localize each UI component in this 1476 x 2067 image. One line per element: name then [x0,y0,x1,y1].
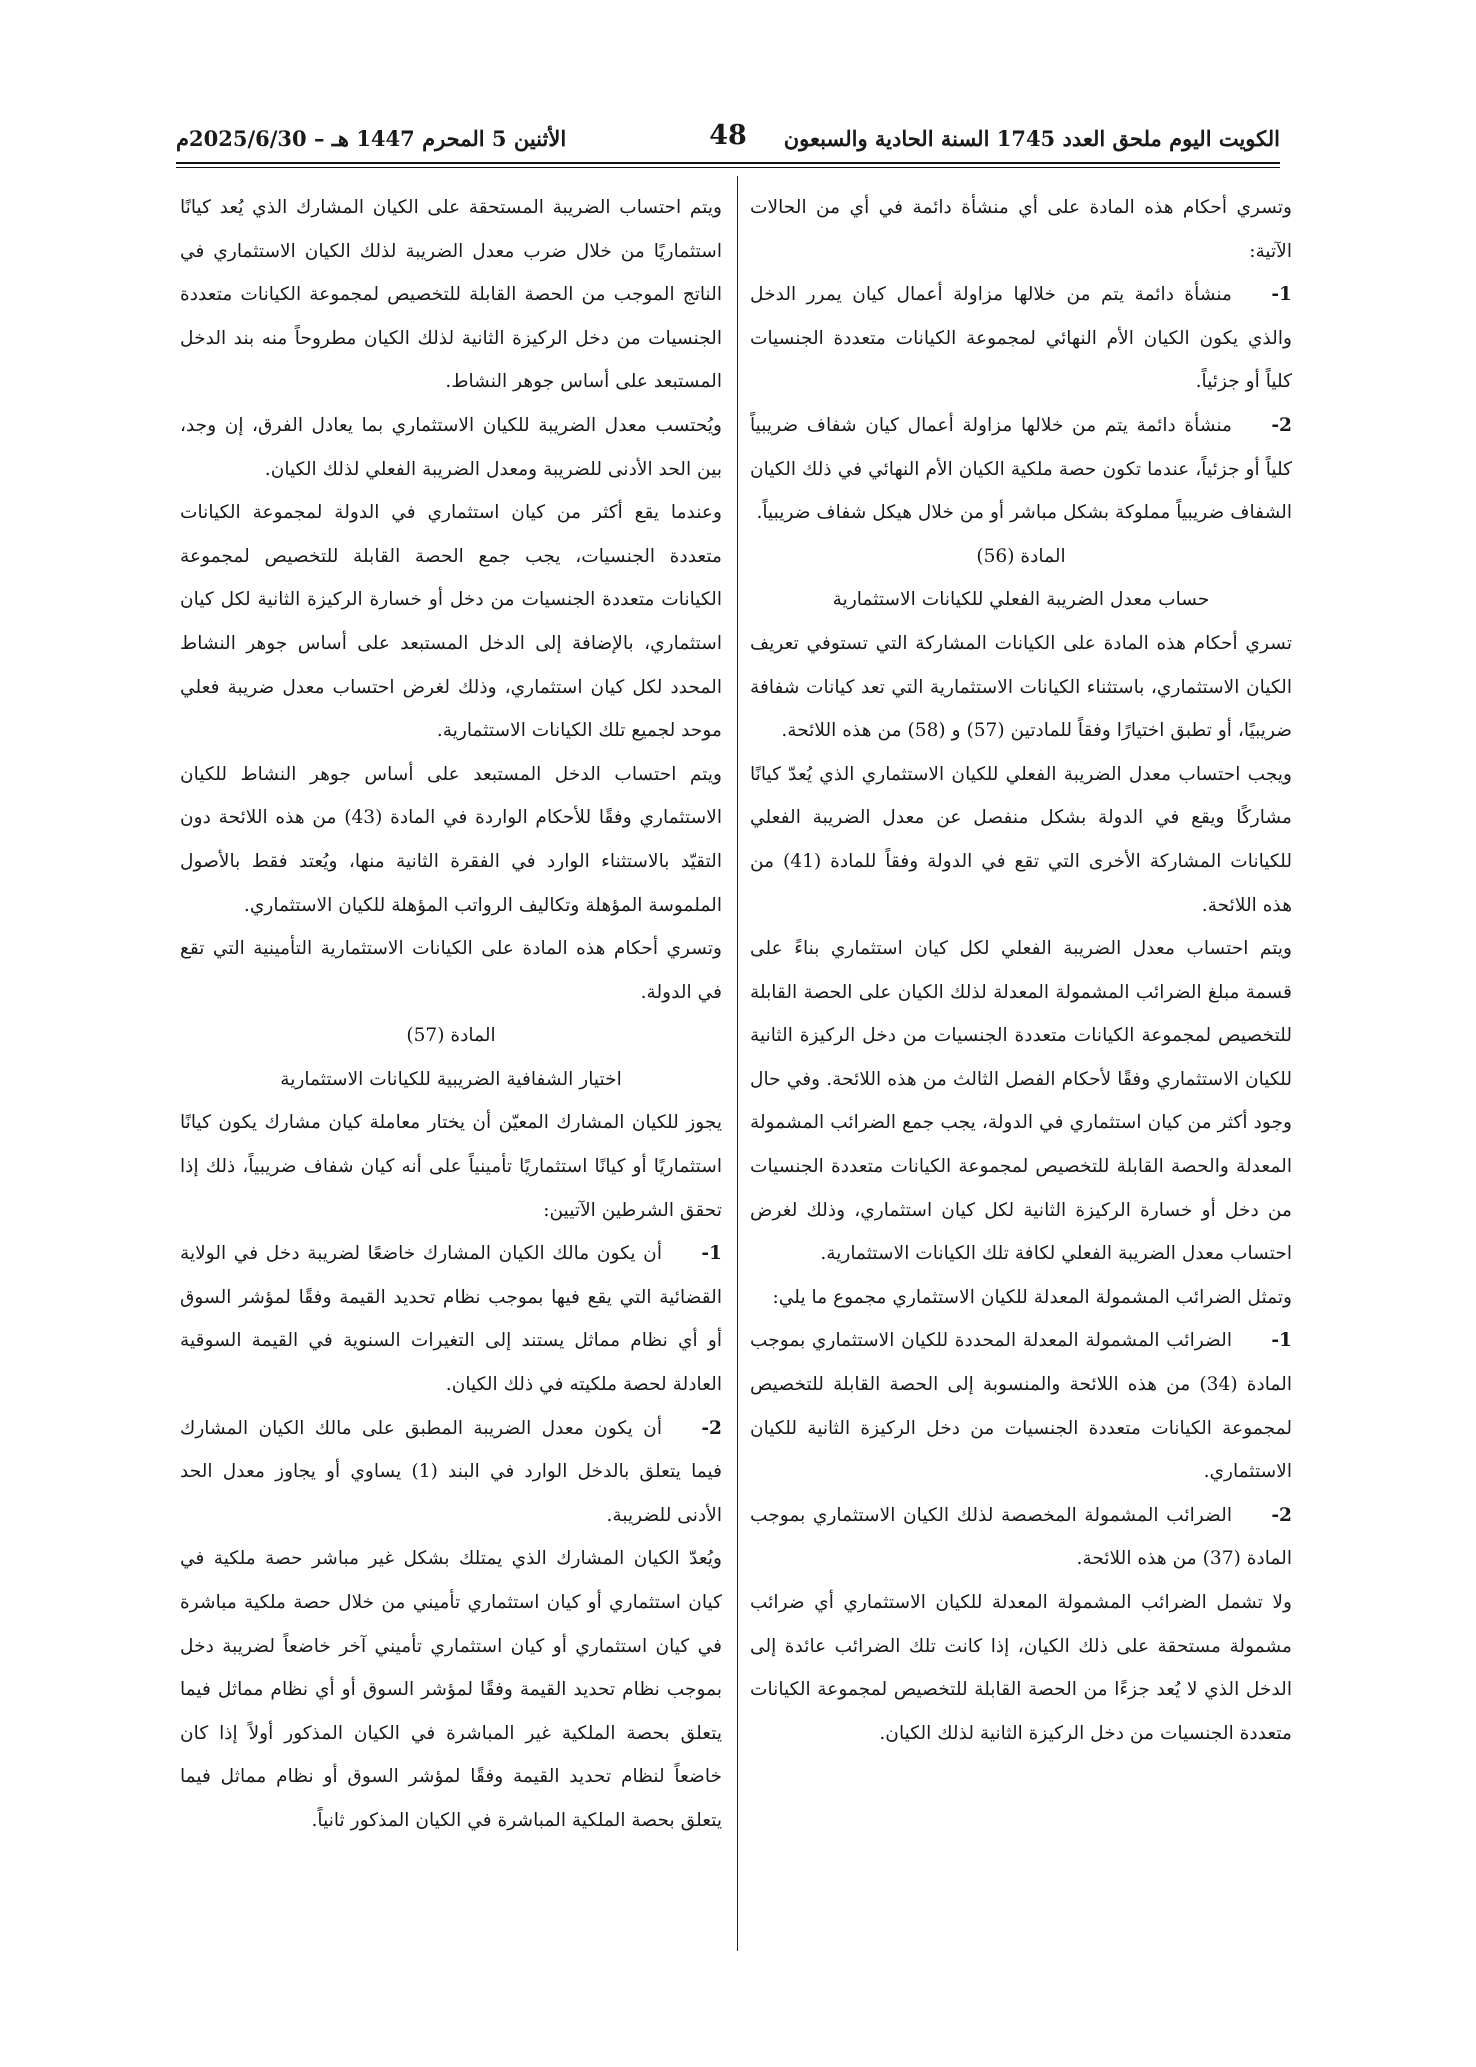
paragraph: يجوز للكيان المشارك المعيّن أن يختار معاملة كيان مشارك يكون كيانًا استثماريًا أو كيانًا استثماريًا تأمينياً على أنه كيان شفاف ضريبياً، ذلك إذا تحقق الشرطين الآتيين: [180,1112,722,1221]
article-title: اختيار الشفافية الضريبية للكيانات الاستثمارية [280,1068,622,1090]
left-column [180,186,722,1976]
paragraph: وعندما يقع أكثر من كيان استثماري في الدولة لمجموعة الكيانات متعددة الجنسيات، يجب جمع الحصة القابلة للتخصيص لمجموعة الكيانات متعددة الجنسيات من دخل أو خسارة الركيزة الثانية لكل كيان استثماري، بالإضافة إلى الدخل المستبعد على أساس جوهر النشاط المحدد لكل كيان استثماري، وذلك لغرض احتساب معدل ضريبة فعلي موحد لجميع تلك الكيانات الاستثمارية. [180,502,722,742]
list-item [750,404,1292,535]
right-column [750,186,1292,1976]
item-number: 1- [1271,1330,1292,1352]
header-rule-thick [176,162,1280,164]
item-number: 2- [1271,1504,1292,1526]
item-text: الضرائب المشمولة المعدلة المحددة للكيان الاستثماري بموجب المادة (34) من هذه اللائحة والمنسوبة إلى الحصة القابلة للتخصيص لمجموعة الكيانات متعددة الجنسيات من دخل الركيزة الثانية للكيان الاستثماري. [750,1330,1292,1483]
item-number: 1- [701,1243,722,1265]
item-text: الضرائب المشمولة المخصصة لذلك الكيان الاستثماري بموجب المادة (37) من هذه اللائحة. [750,1504,1292,1570]
item-text: أن يكون مالك الكيان المشارك خاضعًا لضريبة دخل في الولاية القضائية التي يقع فيها بموجب نظام تحديد القيمة وفقًا لمؤشر السوق أو أي نظام مماثل يستند إلى التغيرات السنوية في القيمة السوقية العادلة لحصة ملكيته في ذلك الكيان. [180,1243,722,1396]
item-number: 1- [1271,284,1292,306]
paragraph: ويُعدّ الكيان المشارك الذي يمتلك بشكل غير مباشر حصة ملكية في كيان استثماري أو كيان استثماري تأميني من خلال حصة ملكية مباشرة في كيان استثماري أو كيان استثماري تأميني آخر خاضعاً لضريبة دخل بموجب نظام تحديد القيمة وفقًا لمؤشر السوق أو أي نظام مماثل فيما يتعلق بحصة الملكية غير المباشرة في الكيان المذكور أولاً إذا كان خاضعاً لنظام تحديد القيمة وفقًا لمؤشر السوق أو نظام مماثل فيما يتعلق بحصة الملكية المباشرة في الكيان المذكور ثانياً. [180,1548,722,1831]
list-item [750,1494,1292,1581]
list-item [750,1319,1292,1493]
paragraph: ويتم احتساب الضريبة المستحقة على الكيان المشارك الذي يُعد كيانًا استثماريًا من خلال ضرب معدل الضريبة لذلك الكيان الاستثماري في الناتج الموجب من الحصة القابلة للتخصيص لمجموعة الكيانات متعددة الجنسيات من دخل الركيزة الثانية لذلك الكيان مطروحاً منه بند الدخل المستبعد على أساس جوهر النشاط. [180,197,722,393]
paragraph: ويتم احتساب معدل الضريبة الفعلي لكل كيان استثماري بناءً على قسمة مبلغ الضرائب المشمولة المعدلة لذلك الكيان على الحصة القابلة للتخصيص لمجموعة الكيانات متعددة الجنسيات من دخل الركيزة الثانية للكيان الاستثماري وفقًا لأحكام الفصل الثالث من هذه اللائحة. وفي حال وجود أكثر من كيان استثماري في الدولة، يجب جمع الضرائب المشمولة المعدلة والحصة القابلة للتخصيص لمجموعة الكيانات متعددة الجنسيات من دخل أو خسارة الركيزة الثانية لكل كيان استثماري، وذلك لغرض احتساب معدل الضريبة الفعلي لكافة تلك الكيانات الاستثمارية. [750,938,1292,1265]
gazette-issue-info: الكويت اليوم ملحق العدد 1745 السنة الحادية والسبعون [783,126,1280,151]
paragraph: ويتم احتساب الدخل المستبعد على أساس جوهر النشاط للكيان الاستثماري وفقًا للأحكام الواردة في المادة (43) من هذه اللائحة دون التقيّد بالاستثناء الوارد في الفقرة الثانية منها، ويُعتد فقط بالأصول الملموسة المؤهلة وتكاليف الرواتب المؤهلة للكيان الاستثماري. [180,763,722,916]
item-text: منشأة دائمة يتم من خلالها مزاولة أعمال كيان يمرر الدخل والذي يكون الكيان الأم النهائي لمجموعة الكيانات متعددة الجنسيات كلياً أو جزئياً. [750,284,1292,393]
issue-date: الأثنين 5 المحرم 1447 هـ – 2025/6/30م [176,126,567,151]
item-text: منشأة دائمة يتم من خلالها مزاولة أعمال كيان شفاف ضريبياً كلياً أو جزئياً، عندما تكون حصة ملكية الكيان الأم النهائي في ذلك الكيان الشفاف ضريبياً مملوكة بشكل مباشر أو من خلال هيكل شفاف ضريبياً. [750,414,1292,524]
article-heading: المادة (56) [976,545,1066,567]
column-divider [737,176,738,1951]
paragraph: وتسري أحكام هذه المادة على أي منشأة دائمة في أي من الحالات الآتية: [750,197,1292,262]
page-number: 48 [709,120,747,151]
paragraph: تسري أحكام هذه المادة على الكيانات المشاركة التي تستوفي تعريف الكيان الاستثماري، باستثناء الكيانات الاستثمارية التي تعد كيانات شفافة ضريبيًا، أو تطبق اختيارًا وفقاً للمادتين (57) و (58) من هذه اللائحة. [750,632,1292,742]
item-number: 2- [1271,414,1292,436]
list-item [180,1232,722,1406]
paragraph: ويجب احتساب معدل الضريبة الفعلي للكيان الاستثماري الذي يُعدّ كيانًا مشاركًا ويقع في الدولة بشكل منفصل عن معدل الضريبة الفعلي للكيانات المشاركة الأخرى التي تقع في الدولة وفقاً للمادة (41) من هذه اللائحة. [750,763,1292,916]
article-heading: المادة (57) [406,1025,496,1047]
page-header [176,118,1280,158]
item-text: أن يكون معدل الضريبة المطبق على مالك الكيان المشارك فيما يتعلق بالدخل الوارد في البند (1) يساوي أو يجاوز معدل الحد الأدنى للضريبة. [180,1417,722,1526]
article-title: حساب معدل الضريبة الفعلي للكيانات الاستثمارية [832,589,1210,611]
header-rule-thin [176,167,1280,168]
paragraph: وتمثل الضرائب المشمولة المعدلة للكيان الاستثماري مجموع ما يلي: [772,1286,1292,1308]
list-item [180,1407,722,1538]
list-item [750,273,1292,404]
paragraph: وتسري أحكام هذه المادة على الكيانات الاستثمارية التأمينية التي تقع في الدولة. [180,938,722,1003]
item-number: 2- [701,1417,722,1439]
paragraph: ولا تشمل الضرائب المشمولة المعدلة للكيان الاستثماري أي ضرائب مشمولة مستحقة على ذلك الكيان، إذا كانت تلك الضرائب عائدة إلى الدخل الذي لا يُعد جزءًا من الحصة القابلة للتخصيص لمجموعة الكيانات متعددة الجنسيات من دخل الركيزة الثانية لذلك الكيان. [750,1592,1292,1744]
paragraph: ويُحتسب معدل الضريبة للكيان الاستثماري بما يعادل الفرق، إن وجد، بين الحد الأدنى للضريبة ومعدل الضريبة الفعلي لذلك الكيان. [180,414,722,480]
